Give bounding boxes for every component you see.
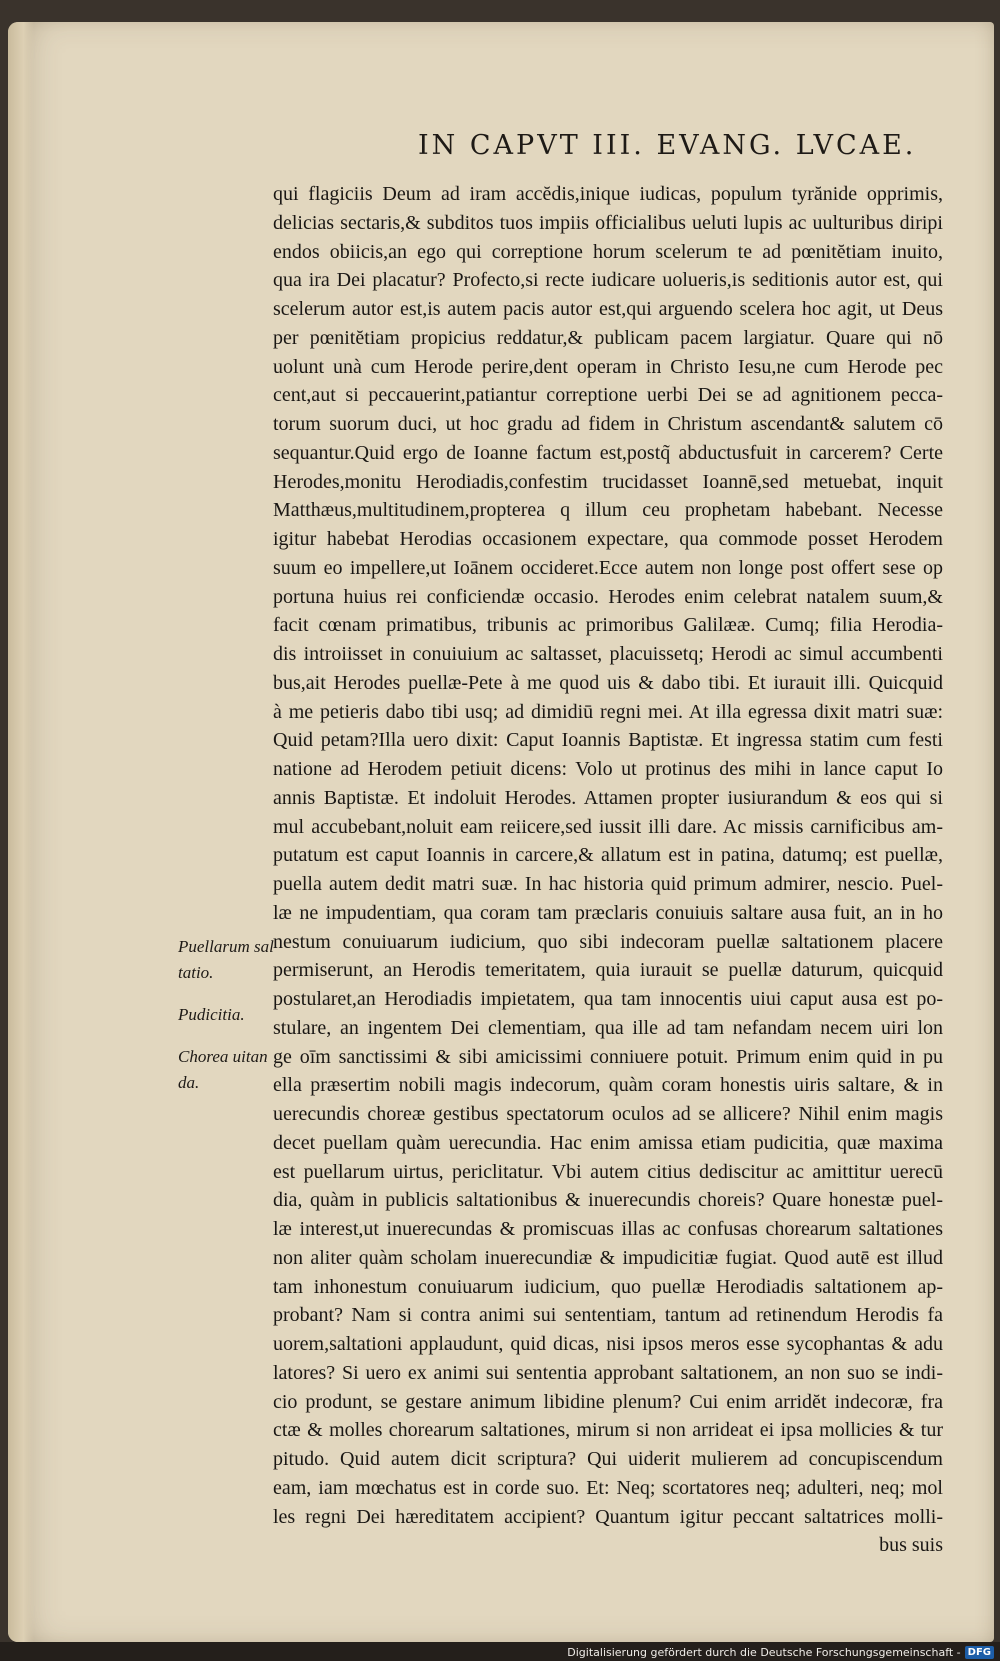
text-line: torum suorum duci, ut hoc gradu ad fidem in Christum ascendant& salutem cō xyxy=(273,413,943,435)
text-line: dis introiisset in conuiuium ac saltasset, placuissetq; Herodi ac simul accumbenti xyxy=(273,643,943,665)
text-line: scelerum autor est,is autem pacis autor est,qui arguendo scelera hoc agit, ut Deus xyxy=(273,298,943,320)
text-line: qua ira Dei placatur? Profecto,si recte iudicare uolueris,is seditionis autor est, qui xyxy=(273,269,943,292)
text-line: læ interest,ut inuerecundas & promiscuas illas ac confusas chorearum saltationes xyxy=(273,1218,943,1240)
footer-bar xyxy=(0,1642,1000,1661)
text-line: ctæ & molles chorearum saltationes, mirum si non arrideat ei ipsa mollicies & tur xyxy=(273,1419,943,1442)
text-line: endos obiicis,an ego qui correptione horum scelerum te ad pœnitĕtiam inuito, xyxy=(273,240,943,263)
margin-note-chorea-uitanda: Chorea uitan da. xyxy=(178,1047,268,1092)
text-line: uolunt unà cum Herode perire,dent operam in Christo Iesu,ne cum Herode pec xyxy=(273,355,943,378)
page-gutter-shadow xyxy=(8,22,34,1642)
text-line: dia, quàm in publicis saltationibus & inuerecundis choreis? Quare honestæ puel- xyxy=(273,1189,943,1212)
text-line: mul accubebant,noluit eam reiicere,sed iussit illi dare. Ac missis carnificibus am- xyxy=(273,815,943,838)
text-line: bus,ait Herodes puellæ-Pete à me quod uis & dabo tibi. Et iurauit illi. Quicquid xyxy=(273,671,943,694)
text-line: est puellarum uirtus, periclitatur. Vbi autem citius dediscitur ac amittitur uerecū xyxy=(273,1160,943,1183)
text-line: permiserunt, an Herodis temeritatem, quia iurauit se puellæ daturum, quicquid xyxy=(273,959,943,982)
text-line: les regni Dei hæreditatem accipient? Quantum igitur peccant saltatrices molli- xyxy=(273,1505,943,1528)
text-line: pitudo. Quid autem dicit scriptura? Qui uiderit mulierem ad concupiscendum xyxy=(273,1448,943,1470)
text-line: annis Baptistæ. Et indoluit Herodes. Attamen propter iusiurandum & eos qui si xyxy=(273,786,943,809)
text-line: uerecundis choreæ gestibus spectatorum oculos ad se allicere? Nihil enim magis xyxy=(273,1103,943,1125)
text-line: bus suis xyxy=(879,1534,943,1557)
funding-notice xyxy=(567,1646,994,1659)
text-line: delicias sectaris,& subditos tuos impiis officialibus ueluti lupis ac uulturibus diripi xyxy=(273,211,943,234)
book-page xyxy=(8,22,994,1642)
text-line: qui flagiciis Deum ad iram accĕdis,inique iudicas, populum tyrănide opprimis, xyxy=(273,183,943,205)
running-header: IN CAPVT III. EVANG. LVCAE. xyxy=(418,130,917,161)
text-line: postularet,an Herodiadis impietatem, qua tam innocentis uiui caput ausa est po- xyxy=(273,988,943,1010)
text-line: nestum conuiuarum iudicium, quo sibi indecoram puellæ saltationem placere xyxy=(273,930,943,953)
text-line: non aliter quàm scholam inuerecundiæ & impudicitiæ fugiat. Quod autē est illud xyxy=(273,1246,943,1269)
text-line: stulare, an ingentem Dei clementiam, qua ille ad tam nefandam necem uiri lon xyxy=(273,1016,943,1039)
text-line: eam, iam mœchatus est in corde suo. Et: Neq; scortatores neq; adulteri, neq; mol xyxy=(273,1476,943,1499)
text-line: probant? Nam si contra animi sui sententiam, tantum ad retinendum Herodis fa xyxy=(273,1304,943,1327)
body-text xyxy=(273,180,943,1560)
text-line: latores? Si uero ex animi sui sententia approbant saltationem, an non suo se indi- xyxy=(273,1361,943,1384)
text-line: cent,aut si peccauerint,patiantur correptione uerbi Dei se ad agnitionem pecca- xyxy=(273,384,943,407)
text-line: puella autem dedit matri suæ. In hac historia quid primum admirer, nescio. Puel- xyxy=(273,873,943,895)
text-line: facit cœnam primatibus, tribunis ac primoribus Galilææ. Cumq; filia Herodia- xyxy=(273,614,943,637)
text-line: Quid petam?Illa uero dixit: Caput Ioannis Baptistæ. Et ingressa statim cum festi xyxy=(273,729,943,752)
text-line: cio produnt, se gestare animum libidine plenum? Cui enim arridĕt indecoræ, fra xyxy=(273,1390,943,1413)
text-line: natione ad Herodem petiuit dicens: Volo ut protinus des mihi in lance caput Io xyxy=(273,758,943,780)
margin-note-pudicitia: Pudicitia. xyxy=(178,1005,245,1024)
dfg-logo: DFG xyxy=(965,1646,994,1659)
margin-note-puellarum-saltatio: Puellarum sal tatio. xyxy=(178,937,274,982)
text-line: portuna huius rei conficiendæ occasio. Herodes enim celebrat natalem suum,& xyxy=(273,585,943,608)
text-line: læ ne impudentiam, qua coram tam præclaris conuiuis saltare ausa fuit, an in ho xyxy=(273,901,943,924)
text-line: à me petieris dabo tibi usq; ad dimidiū regni mei. At illa egressa dixit matri suæ: xyxy=(273,700,943,723)
text-line: per pœnitĕtiam propicius reddatur,& publicam pacem largiatur. Quare qui nō xyxy=(273,326,943,349)
text-line: sequantur.Quid ergo de Ioanne factum est,postq̃ abductusfuit in carcerem? Certe xyxy=(273,441,943,464)
text-line: Herodes,monitu Herodiadis,confestim trucidasset Ioannē,sed metuebat, inquit xyxy=(273,470,943,493)
text-line: ge oīm sanctissimi & sibi amicissimi conniuere potuit. Primum enim quid in pu xyxy=(273,1045,943,1068)
text-line: suum eo impellere,ut Ioānem occideret.Ecce autem non longe post offert sese op xyxy=(273,556,943,579)
text-line: Matthæus,multitudinem,propterea q illum ceu prophetam habebant. Necesse xyxy=(273,499,943,522)
text-line: igitur habebat Herodias occasionem expectare, qua commode posset Herodem xyxy=(273,528,943,550)
text-line: putatum est caput Ioannis in carcere,& allatum est in patina, datumq; est puellæ, xyxy=(273,844,943,867)
text-line: decet puellam quàm uerecundia. Hac enim amissa etiam pudicitia, quæ maxima xyxy=(273,1131,943,1154)
text-line: tam inhonestum conuiuarum iudicium, quo puellæ Herodiadis saltationem ap- xyxy=(273,1275,943,1298)
text-line: ella præsertim nobili magis indecorum, quàm coram honestis uiris saltare, & in xyxy=(273,1074,943,1097)
text-line: uorem,saltationi applaudunt, quid dicas, nisi ipsos meros esse sycophantas & adu xyxy=(273,1333,943,1355)
funding-text: Digitalisierung gefördert durch die Deutsche Forschungsgemeinschaft - xyxy=(567,1646,961,1659)
